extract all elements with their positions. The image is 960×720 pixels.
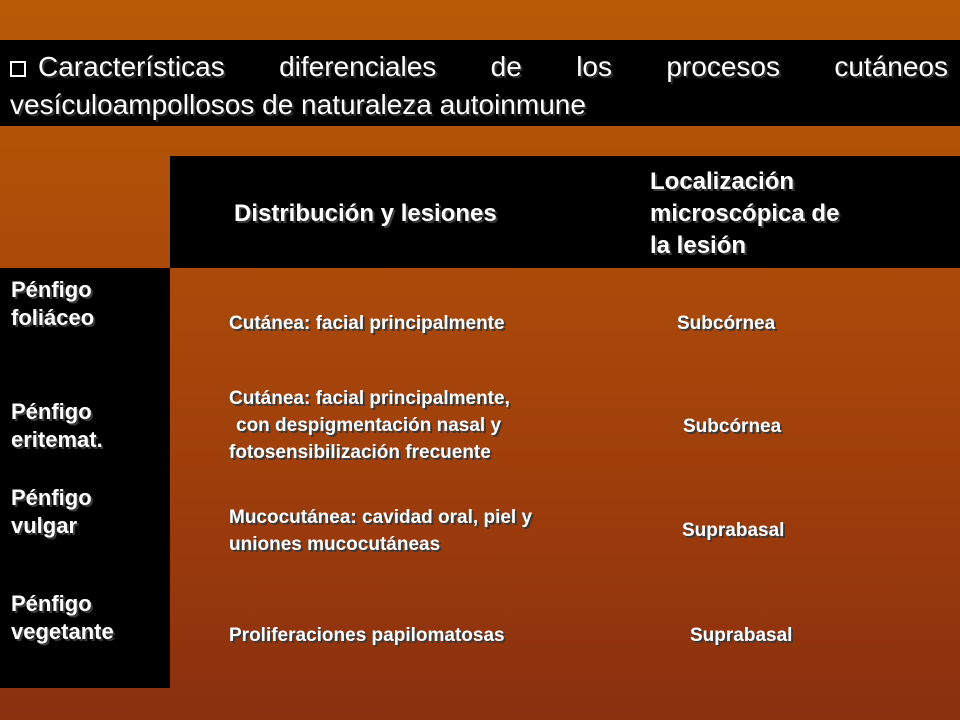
row-label-line1: Pénfigo <box>11 399 92 424</box>
cell-distribution-row2 <box>229 385 510 466</box>
header-distribution: Distribución y lesiones <box>234 200 497 227</box>
row-label-penfigo-eritematoso <box>11 398 166 454</box>
cell-distribution-line2: uniones mucocutáneas <box>229 534 441 555</box>
cell-distribution-line1: Cutánea: facial principalmente, <box>229 388 510 409</box>
row-label-line2: foliáceo <box>11 305 95 330</box>
slide-title <box>10 48 948 124</box>
cell-distribution-line1: Proliferaciones papilomatosas <box>229 625 505 646</box>
cell-distribution-line2: con despigmentación nasal y <box>236 415 502 436</box>
cell-distribution-row1 <box>229 310 505 337</box>
header-localization <box>650 166 839 262</box>
cell-distribution-row4 <box>229 622 505 649</box>
header-localization-line1: Localización <box>650 168 795 195</box>
row-label-penfigo-foliaceo <box>11 276 166 332</box>
cell-localization-row1: Subcórnea <box>677 313 776 334</box>
title-bar <box>0 40 960 126</box>
row-label-penfigo-vulgar <box>11 484 166 540</box>
cell-distribution-line1: Cutánea: facial principalmente <box>229 313 505 334</box>
checkbox-bullet-icon <box>10 61 26 77</box>
cell-distribution-line1: Mucocutánea: cavidad oral, piel y <box>229 507 533 528</box>
row-label-line1: Pénfigo <box>11 591 92 616</box>
row-label-line2: vegetante <box>11 619 114 644</box>
row-label-line1: Pénfigo <box>11 485 92 510</box>
header-localization-line2: microscópica de <box>650 200 840 227</box>
cell-distribution-line3: fotosensibilización frecuente <box>229 442 491 463</box>
slide-title-text: Características diferenciales de los procesos cutáneos vesículoampollosos de naturaleza autoinmune <box>10 51 948 120</box>
cell-distribution-row3 <box>229 504 532 558</box>
row-label-line1: Pénfigo <box>11 277 92 302</box>
row-label-penfigo-vegetante <box>11 590 166 646</box>
row-label-line2: vulgar <box>11 513 78 538</box>
row-label-line2: eritemat. <box>11 427 103 452</box>
cell-localization-row3: Suprabasal <box>682 520 785 541</box>
header-localization-line3: la lesión <box>650 232 747 259</box>
cell-localization-row4: Suprabasal <box>690 625 793 646</box>
cell-localization-row2: Subcórnea <box>683 416 782 437</box>
